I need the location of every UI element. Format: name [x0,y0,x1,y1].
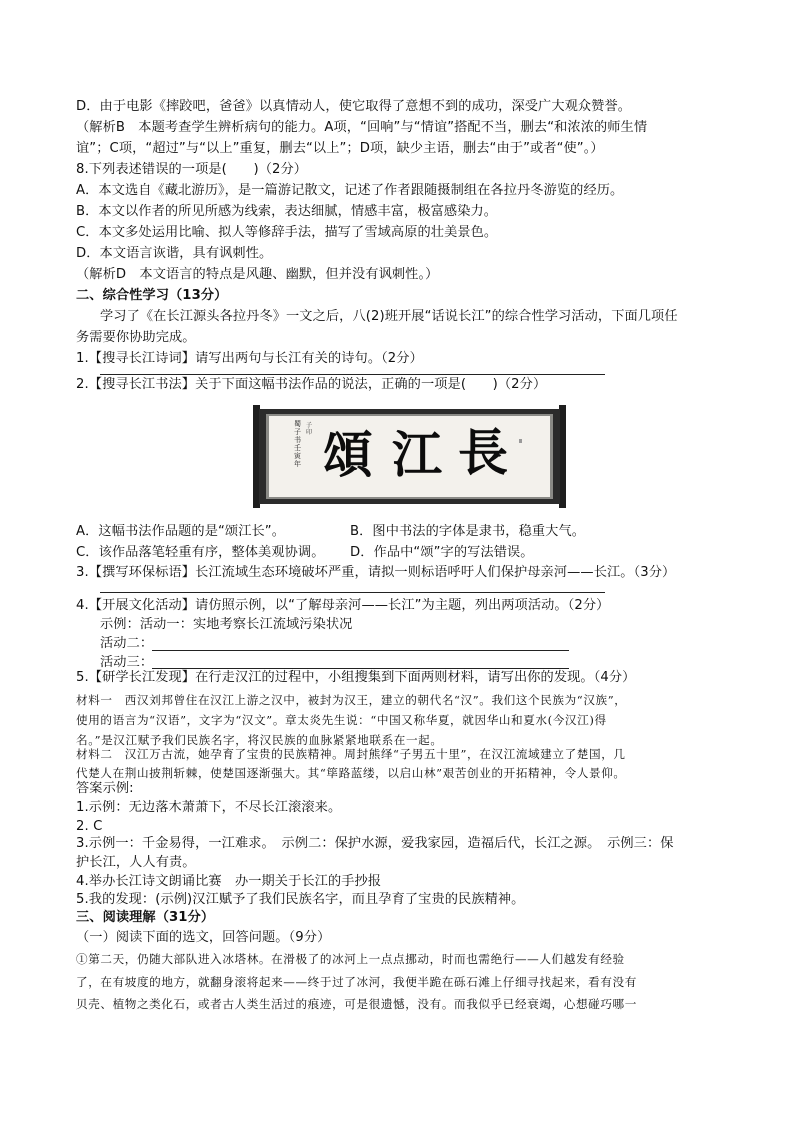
calligraphy-inscription: 蜀子书壬寅年 [294,420,301,468]
calligraphy-char-3: 長 [458,423,508,482]
reading-1-intro: （一）阅读下面的选文，回答问题。（9分） [76,930,331,945]
section-2-intro-line2: 务需要你协助完成。 [76,330,196,345]
task-1: 1.【搜寻长江诗词】请写出两句与长江有关的诗句。（2分） [76,351,423,366]
option-b-task-2: B．图中书法的字体是隶书，稳重大气。 [350,524,586,539]
answer-line-task-3[interactable] [100,592,605,593]
material-2-line2: 代楚人在荆山披荆斩棘，使楚国逐渐强大。其“筚路蓝缕，以启山林”艰苦创业的开拓精神，令人景仰。 [76,766,626,780]
option-d-q7: D．由于电影《摔跤吧，爸爸》以真情动人，使它取得了意想不到的成功，深受广大观众赞誉。 [76,99,632,114]
material-1-line3: 名。”是汉江赋予我们民族名字，将汉民族的血脉紧紧地联系在一起。 [76,733,443,747]
material-2-line1: 材料二 汉江万古流，她孕育了宝贵的民族精神。周封熊绎“子男五十里”，在汉江流域建立了楚国，几 [76,747,626,761]
option-d-task-2: D．作品中“颂”字的写法错误。 [350,545,534,560]
analysis-q8: （解析D 本文语言的特点是风趣、幽默，但并没有讽刺性。） [76,267,439,282]
question-8: 8.下列表述错误的一项是( )（2分） [76,162,308,177]
scroll-rod-left [253,405,260,508]
seal-mark-right [519,439,522,443]
option-a-task-2: A．这幅书法作品题的是“颂江长”。 [76,524,286,539]
answer-3-line1: 3.示例一：千金易得，一江难求。 示例二：保护水源，爱我家园，造福后代，长江之源。 示例三：保 [76,836,674,851]
answer-1: 1.示例：无边落木萧萧下，不尽长江滚滚来。 [76,800,342,815]
passage-line1: ①第二天，仍随大部队进入冰塔林。在滑极了的冰河上一点点挪动，时而也需绝行——人们越发有经验 [76,952,625,966]
answer-5: 5.我的发现：(示例)汉江赋予了我们民族名字，而且孕育了宝贵的民族精神。 [76,892,525,907]
scroll-rod-right [559,405,566,508]
answer-line-task-1[interactable] [100,374,605,375]
task-5: 5.【研学长江发现】在行走汉江的过程中，小组搜集到下面两则材料，请写出你的发现。（4分） [76,670,636,685]
calligraphy-char-2: 江 [392,425,442,484]
task-2: 2.【搜寻长江书法】关于下面这幅书法作品的说法，正确的一项是( )（2分） [76,377,547,392]
passage-line3: 贝壳、植物之类化石，或者古人类生活过的痕迹，可是很遗憾，没有。而我似乎已经衰竭，心想碰巧哪一 [76,997,637,1011]
answer-3-line2: 护长江，人人有责。 [76,855,196,870]
calligraphy-seal: 子印 [306,422,313,436]
analysis-q7-line1: （解析B 本题考查学生辨析病句的能力。A项，“回响”与“情谊”搭配不当，删去“和浓浓的师生情 [76,120,648,135]
material-1-line1: 材料一 西汉刘邦曾住在汉江上游之汉中，被封为汉王，建立的朝代名“汉”。我们这个民族为“汉族”， [76,693,627,707]
task-4-activity-2-label: 活动二： [100,636,154,651]
calligraphy-char-1: 頌 [323,425,373,484]
answer-4: 4.举办长江诗文朗诵比赛 办一期关于长江的手抄报 [76,874,382,889]
option-a-q8: A．本文选自《藏北游历》，是一篇游记散文，记述了作者跟随摄制组在各拉丹冬游览的经历。 [76,183,624,198]
task-4-example: 示例：活动一：实地考察长江流域污染状况 [100,617,353,632]
option-c-q8: C．本文多处运用比喻、拟人等修辞手法，描写了雪域高原的壮美景色。 [76,225,498,240]
option-d-q8: D．本文语言诙谐，具有讽刺性。 [76,246,273,261]
analysis-q7-line2: 谊”；C项，“超过”与“以上”重复，删去“以上”；D项，缺少主语，删去“由于”或者“使”。） [76,141,604,156]
section-2-intro-line1: 学习了《在长江源头各拉丹冬》一文之后，八(2)班开展“话说长江”的综合性学习活动，下面几项任 [100,309,678,324]
option-c-task-2: C．该作品落笔轻重有序，整体美观协调。 [76,545,325,560]
task-3: 3.【撰写环保标语】长江流域生态环境破坏严重，请拟一则标语呼吁人们保护母亲河——长江。（3分） [76,565,676,580]
task-4: 4.【开展文化活动】请仿照示例，以“了解母亲河——长江”为主题，列出两项活动。（2分） [76,598,610,613]
material-1-line2: 使用的语言为“汉语”，文字为“汉文”。章太炎先生说：“中国又称华夏，就因华山和夏水(今汉江)得 [76,713,607,727]
section-2-heading: 二、综合性学习（13分） [76,288,228,303]
section-3-heading: 三、阅读理解（31分） [76,910,215,925]
answer-line-activity-2[interactable] [152,650,569,651]
answer-2: 2. C [76,819,103,834]
passage-line2: 了，在有坡度的地方，就翻身滚将起来——终于过了冰河，我便半跪在砾石滩上仔细寻找起来，看有没有 [76,975,637,989]
option-b-q8: B．本文以作者的所见所感为线索，表达细腻，情感丰富，极富感染力。 [76,204,498,219]
task-4-activity-3-label: 活动三： [100,655,154,670]
answer-examples-heading: 答案示例: [76,781,134,796]
